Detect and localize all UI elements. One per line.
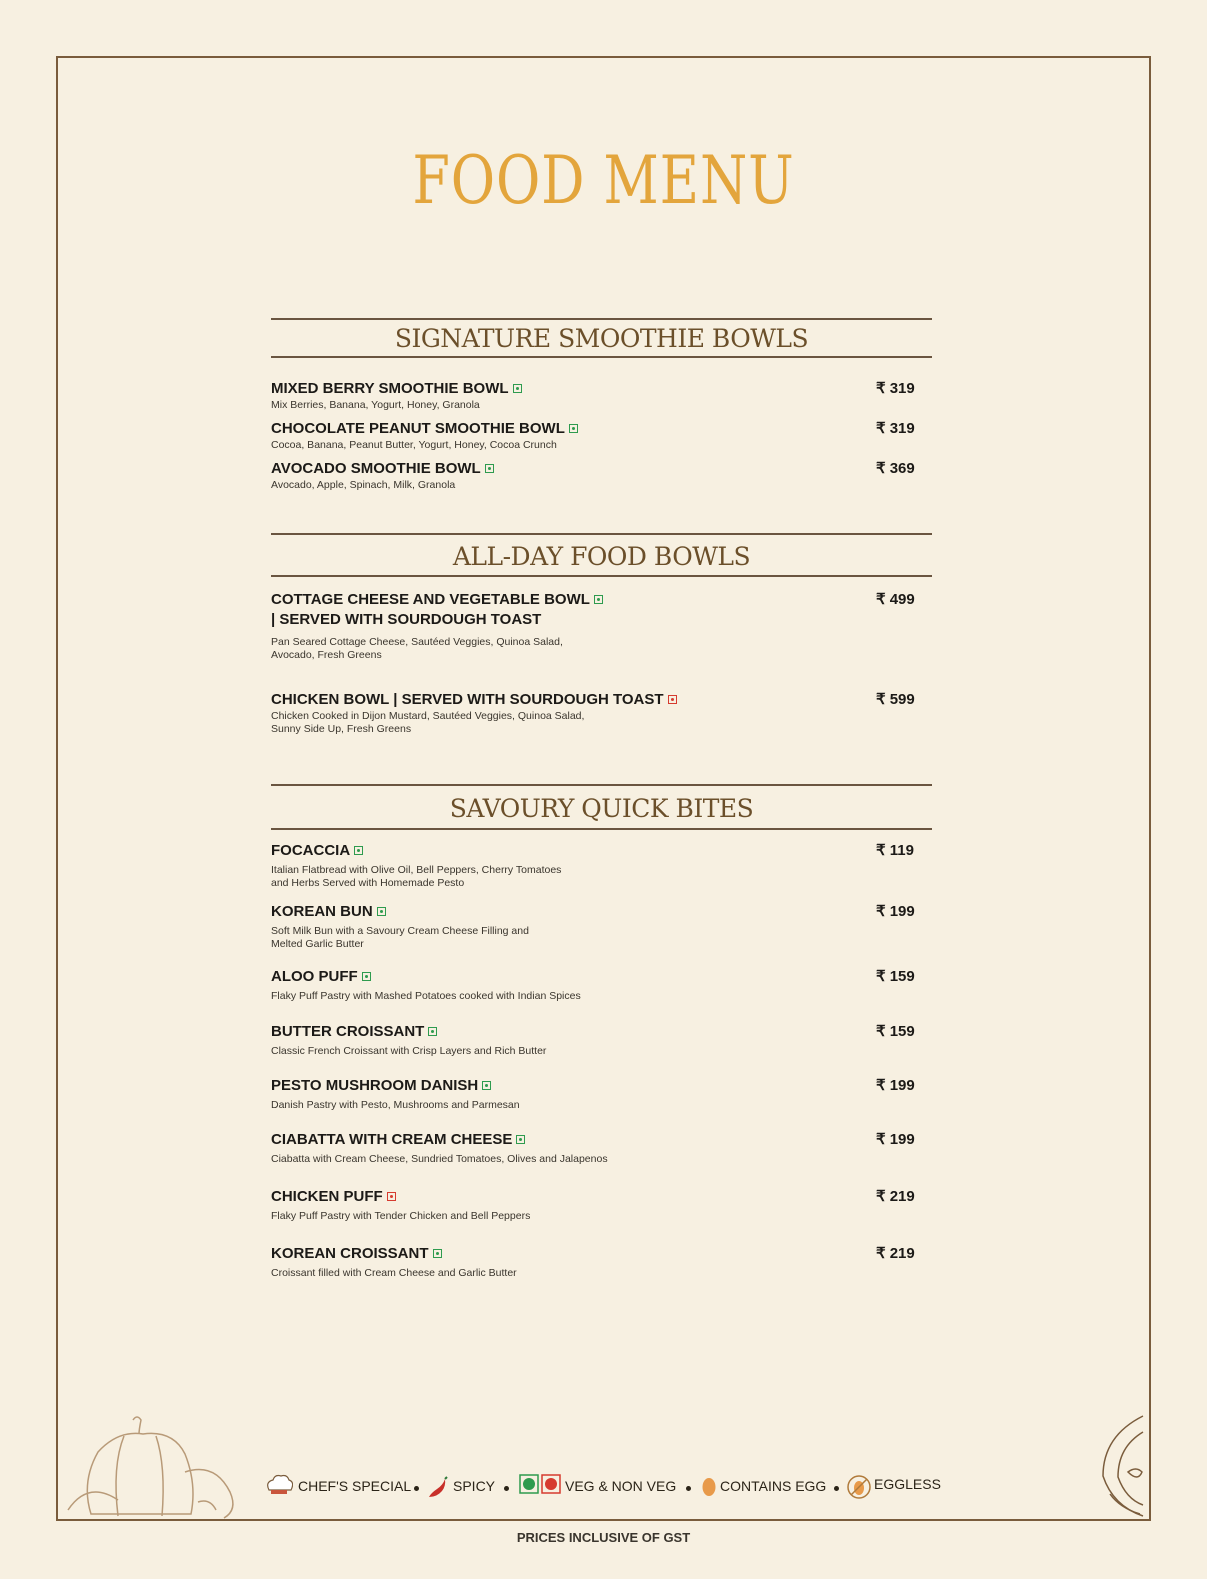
legend-veg-nonveg: VEG & NON VEG xyxy=(565,1478,677,1494)
item-description: Soft Milk Bun with a Savoury Cream Cheese Filling and xyxy=(271,925,529,937)
item-description-line2: Sunny Side Up, Fresh Greens xyxy=(271,723,412,735)
veg-icon xyxy=(377,907,386,916)
item-name: CHICKEN BOWL | SERVED WITH SOURDOUGH TOAST xyxy=(271,690,731,710)
item-price: ₹ 199 xyxy=(876,903,915,920)
item-name-line2: | SERVED WITH SOURDOUGH TOAST xyxy=(271,611,542,628)
item-name: FOCACCIA xyxy=(271,841,691,861)
legend-chefs-special: CHEF'S SPECIAL xyxy=(298,1478,412,1494)
item-price: ₹ 219 xyxy=(876,1245,915,1262)
item-name: KOREAN BUN xyxy=(271,902,691,922)
item-description: Danish Pastry with Pesto, Mushrooms and Parmesan xyxy=(271,1099,520,1111)
section-all-day-bowls xyxy=(271,533,932,735)
menu-item xyxy=(271,1130,932,1166)
menu-item xyxy=(271,1076,932,1112)
legend-separator xyxy=(504,1486,509,1491)
item-price: ₹ 369 xyxy=(876,460,915,477)
veg-nonveg-icon xyxy=(519,1474,563,1500)
item-name: MIXED BERRY SMOOTHIE BOWL xyxy=(271,379,691,399)
legend-contains-egg: CONTAINS EGG xyxy=(720,1478,827,1494)
chef-hat-icon xyxy=(265,1474,293,1498)
veg-icon xyxy=(516,1135,525,1144)
menu-item xyxy=(271,379,932,412)
item-description: Croissant filled with Cream Cheese and Garlic Butter xyxy=(271,1267,517,1279)
bowl-illustration xyxy=(1098,1412,1146,1520)
veg-icon xyxy=(485,464,494,473)
item-price: ₹ 319 xyxy=(876,380,915,397)
section-heading: SAVOURY QUICK BITES xyxy=(271,784,932,830)
item-name: CHOCOLATE PEANUT SMOOTHIE BOWL xyxy=(271,419,691,439)
item-description: Mix Berries, Banana, Yogurt, Honey, Granola xyxy=(271,399,480,411)
item-description-line2: and Herbs Served with Homemade Pesto xyxy=(271,877,465,889)
item-name: COTTAGE CHEESE AND VEGETABLE BOWL xyxy=(271,590,691,610)
item-description-line2: Melted Garlic Butter xyxy=(271,938,364,950)
legend-separator xyxy=(686,1486,691,1491)
item-name: ALOO PUFF xyxy=(271,967,691,987)
menu-item xyxy=(271,841,932,890)
menu-item xyxy=(271,419,932,452)
veg-icon xyxy=(433,1249,442,1258)
item-price: ₹ 159 xyxy=(876,968,915,985)
menu-item xyxy=(271,1244,932,1280)
menu-item xyxy=(271,459,932,492)
veg-icon xyxy=(594,595,603,604)
section-heading: ALL-DAY FOOD BOWLS xyxy=(271,533,932,577)
item-price: ₹ 499 xyxy=(876,591,915,608)
item-description: Flaky Puff Pastry with Mashed Potatoes cooked with Indian Spices xyxy=(271,990,581,1002)
veg-icon xyxy=(513,384,522,393)
item-price: ₹ 119 xyxy=(876,842,914,859)
item-description-line2: Avocado, Fresh Greens xyxy=(271,649,382,661)
veg-icon xyxy=(428,1027,437,1036)
item-description: Chicken Cooked in Dijon Mustard, Sautéed Veggies, Quinoa Salad, xyxy=(271,710,585,722)
item-price: ₹ 159 xyxy=(876,1023,915,1040)
legend-separator xyxy=(414,1486,419,1491)
veg-icon xyxy=(354,846,363,855)
eggless-icon xyxy=(846,1474,872,1500)
chili-icon xyxy=(427,1476,449,1498)
menu-item xyxy=(271,967,932,1003)
menu-item xyxy=(271,902,932,951)
egg-icon xyxy=(701,1474,717,1498)
veg-icon xyxy=(482,1081,491,1090)
veg-icon xyxy=(362,972,371,981)
item-name: BUTTER CROISSANT xyxy=(271,1022,691,1042)
bell-pepper-illustration xyxy=(58,1412,258,1520)
item-name: CIABATTA WITH CREAM CHEESE xyxy=(271,1130,691,1150)
item-price: ₹ 599 xyxy=(876,691,915,708)
item-name: AVOCADO SMOOTHIE BOWL xyxy=(271,459,691,479)
item-price: ₹ 199 xyxy=(876,1077,915,1094)
item-description: Flaky Puff Pastry with Tender Chicken and Bell Peppers xyxy=(271,1210,531,1222)
nonveg-icon xyxy=(668,695,677,704)
menu-item xyxy=(271,1022,932,1058)
footer-note: PRICES INCLUSIVE OF GST xyxy=(516,1530,691,1545)
item-description: Ciabatta with Cream Cheese, Sundried Tomatoes, Olives and Jalapenos xyxy=(271,1153,608,1165)
item-name: PESTO MUSHROOM DANISH xyxy=(271,1076,691,1096)
legend-eggless: EGGLESS xyxy=(874,1476,941,1492)
menu-item xyxy=(271,1187,932,1223)
page-title: FOOD MENU xyxy=(412,142,795,219)
section-quick-bites xyxy=(271,784,932,1279)
item-description: Italian Flatbread with Olive Oil, Bell Peppers, Cherry Tomatoes xyxy=(271,864,562,876)
item-price: ₹ 319 xyxy=(876,420,915,437)
item-description: Cocoa, Banana, Peanut Butter, Yogurt, Honey, Cocoa Crunch xyxy=(271,439,557,451)
section-heading: SIGNATURE SMOOTHIE BOWLS xyxy=(271,318,932,358)
item-name: CHICKEN PUFF xyxy=(271,1187,691,1207)
legend-spicy: SPICY xyxy=(453,1478,496,1494)
item-description: Avocado, Apple, Spinach, Milk, Granola xyxy=(271,479,456,491)
legend-separator xyxy=(834,1486,839,1491)
menu-item xyxy=(271,690,932,736)
item-price: ₹ 199 xyxy=(876,1131,915,1148)
item-price: ₹ 219 xyxy=(876,1188,915,1205)
section-smoothie-bowls xyxy=(271,318,932,491)
nonveg-icon xyxy=(387,1192,396,1201)
item-name: KOREAN CROISSANT xyxy=(271,1244,691,1264)
menu-item xyxy=(271,590,932,662)
item-description: Pan Seared Cottage Cheese, Sautéed Veggies, Quinoa Salad, xyxy=(271,636,563,648)
item-description: Classic French Croissant with Crisp Layers and Rich Butter xyxy=(271,1045,547,1057)
veg-icon xyxy=(569,424,578,433)
legend xyxy=(265,1474,965,1502)
